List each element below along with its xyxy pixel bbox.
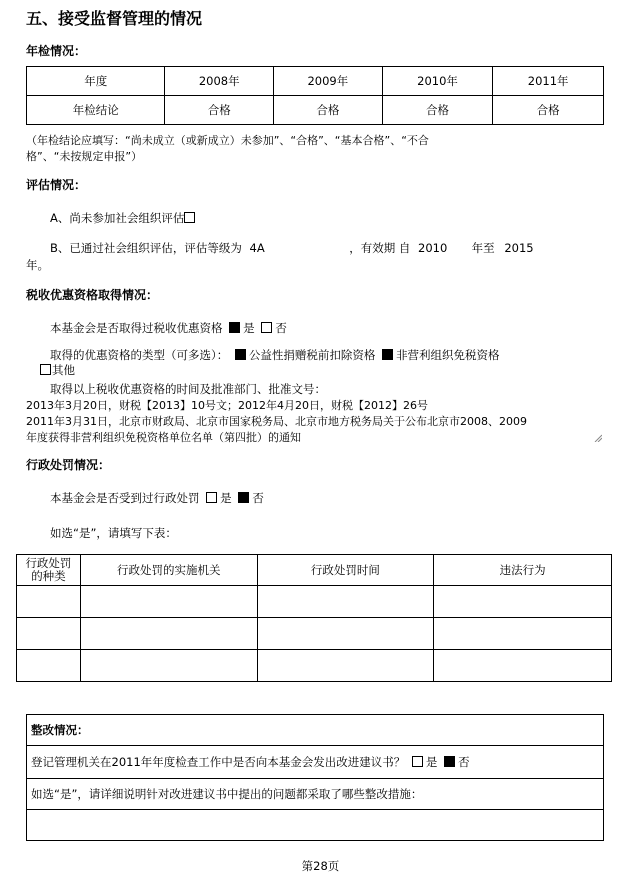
evaluation-year-suffix: 年。 [26,258,49,272]
tax-type-row [50,347,500,363]
year-label-cell: 年度 [27,67,165,96]
result-label-cell: 年检结论 [27,96,165,125]
page-number: 第28页 [301,859,340,873]
rectification-prompt: 如选“是”，请详细说明针对改进建议书中提出的问题都采取了哪些整改措施： [27,779,604,810]
table-row [27,715,604,746]
rectification-no-label: 否 [458,755,470,769]
table-row [27,67,604,96]
penalty-yes-label: 是 [220,491,232,505]
rectification-yes-label: 是 [425,755,438,769]
rectification-table [26,714,604,841]
year-from-value[interactable]: 2010 [418,241,448,255]
type2-label: 非营利组织免税资格 [396,348,500,362]
penalty-table [16,554,612,682]
annual-inspection-table [26,66,604,125]
tax-question: 本基金会是否取得过税收优惠资格 [50,321,223,335]
tax-detail-line3: 年度获得非营利组织免税资格单位名单（第四批）的通知 [26,431,301,444]
checkbox-type-other[interactable] [40,364,51,375]
checkbox-tax-yes[interactable] [229,322,240,333]
table-row [27,779,604,810]
evaluation-option-b [50,240,534,256]
to-text: 年至 [471,241,495,255]
year-cell: 2010年 [382,67,493,96]
table-header-row [17,555,612,586]
resize-handle-icon[interactable] [594,434,602,442]
penalty-question-row [50,490,264,506]
table-cell[interactable] [434,650,612,682]
tax-time-question: 取得以上税收优惠资格的时间及批准部门、批准文号： [50,382,326,396]
table-row [27,96,604,125]
col-header-penalty-type [17,555,81,586]
tax-type-question: 取得的优惠资格的类型（可多选）： [50,348,229,362]
evaluation-heading: 评估情况： [26,178,87,192]
table-cell[interactable] [17,618,81,650]
table-row [17,650,612,682]
table-row [27,810,604,841]
year-cell: 2008年 [165,67,274,96]
table-row [17,618,612,650]
checkbox-penalty-no[interactable] [238,492,249,503]
result-cell: 合格 [493,96,604,125]
table-cell[interactable] [257,650,434,682]
table-cell[interactable] [17,650,81,682]
year-cell: 2011年 [493,67,604,96]
tax-no-label: 否 [275,321,287,335]
type-other-label: 其他 [52,363,75,377]
tax-question-row [50,320,287,336]
tax-type-other-row [40,362,75,378]
table-row [17,586,612,618]
rectification-question-cell [27,746,604,779]
tax-yes-label: 是 [243,321,255,335]
section-title: 五、接受监督管理的情况 [26,9,203,28]
tax-detail-line1: 2013年3月20日，财税【2013】10号文；2012年4月20日，财税【2012】26号 [26,399,428,412]
col1-line1: 行政处罚 [25,556,72,570]
penalty-no-label: 否 [252,491,264,505]
table-cell[interactable] [257,586,434,618]
col-header-authority: 行政处罚的实施机关 [80,555,257,586]
checkbox-rectification-no[interactable] [444,756,455,767]
result-cell: 合格 [274,96,383,125]
rectification-heading: 整改情况： [27,715,604,746]
col-header-time: 行政处罚时间 [257,555,434,586]
result-cell: 合格 [165,96,274,125]
table-cell[interactable] [257,618,434,650]
table-cell[interactable] [17,586,81,618]
tax-heading: 税收优惠资格取得情况： [26,288,159,302]
rectification-question: 登记管理机关在2011年年度检查工作中是否向本基金会发出改进建议书？ [31,755,406,769]
col1-line2: 的种类 [31,569,66,583]
option-b-label: B、已通过社会组织评估，评估等级为 [50,241,242,255]
rectification-detail-input[interactable] [27,810,604,841]
annual-inspection-note-line2: 格”、“未按规定申报”） [26,150,143,163]
table-row [27,746,604,779]
table-cell[interactable] [434,618,612,650]
penalty-fill-hint: 如选“是”，请填写下表： [50,526,177,540]
checkbox-tax-no[interactable] [261,322,272,333]
table-cell[interactable] [434,586,612,618]
result-cell: 合格 [382,96,493,125]
penalty-question: 本基金会是否受到过行政处罚 [50,491,200,505]
table-cell[interactable] [80,618,257,650]
penalty-heading: 行政处罚情况： [26,458,111,472]
tax-detail-textarea[interactable] [26,396,604,444]
valid-text: ，有效期 自 [349,241,411,255]
checkbox-option-a[interactable] [184,212,195,223]
tax-detail-line2: 2011年3月31日，北京市财政局、北京市国家税务局、北京市地方税务局关于公布北京市2008、2009 [26,415,527,428]
checkbox-type2[interactable] [382,349,393,360]
table-cell[interactable] [80,650,257,682]
year-cell: 2009年 [274,67,383,96]
evaluation-option-a [50,210,198,226]
checkbox-penalty-yes[interactable] [206,492,217,503]
year-to-value[interactable]: 2015 [504,241,534,255]
checkbox-rectification-yes[interactable] [412,756,423,767]
annual-inspection-heading: 年检情况： [26,44,87,58]
annual-inspection-note-line1: （年检结论应填写：“尚未成立（或新成立）未参加”、“合格”、“基本合格”、“不合 [26,134,429,147]
type1-label: 公益性捐赠税前扣除资格 [248,348,376,362]
checkbox-type1[interactable] [235,349,246,360]
col-header-violation: 违法行为 [434,555,612,586]
option-a-label: A、尚未参加社会组织评估 [50,211,185,225]
table-cell[interactable] [80,586,257,618]
grade-value[interactable]: 4A [249,241,265,255]
